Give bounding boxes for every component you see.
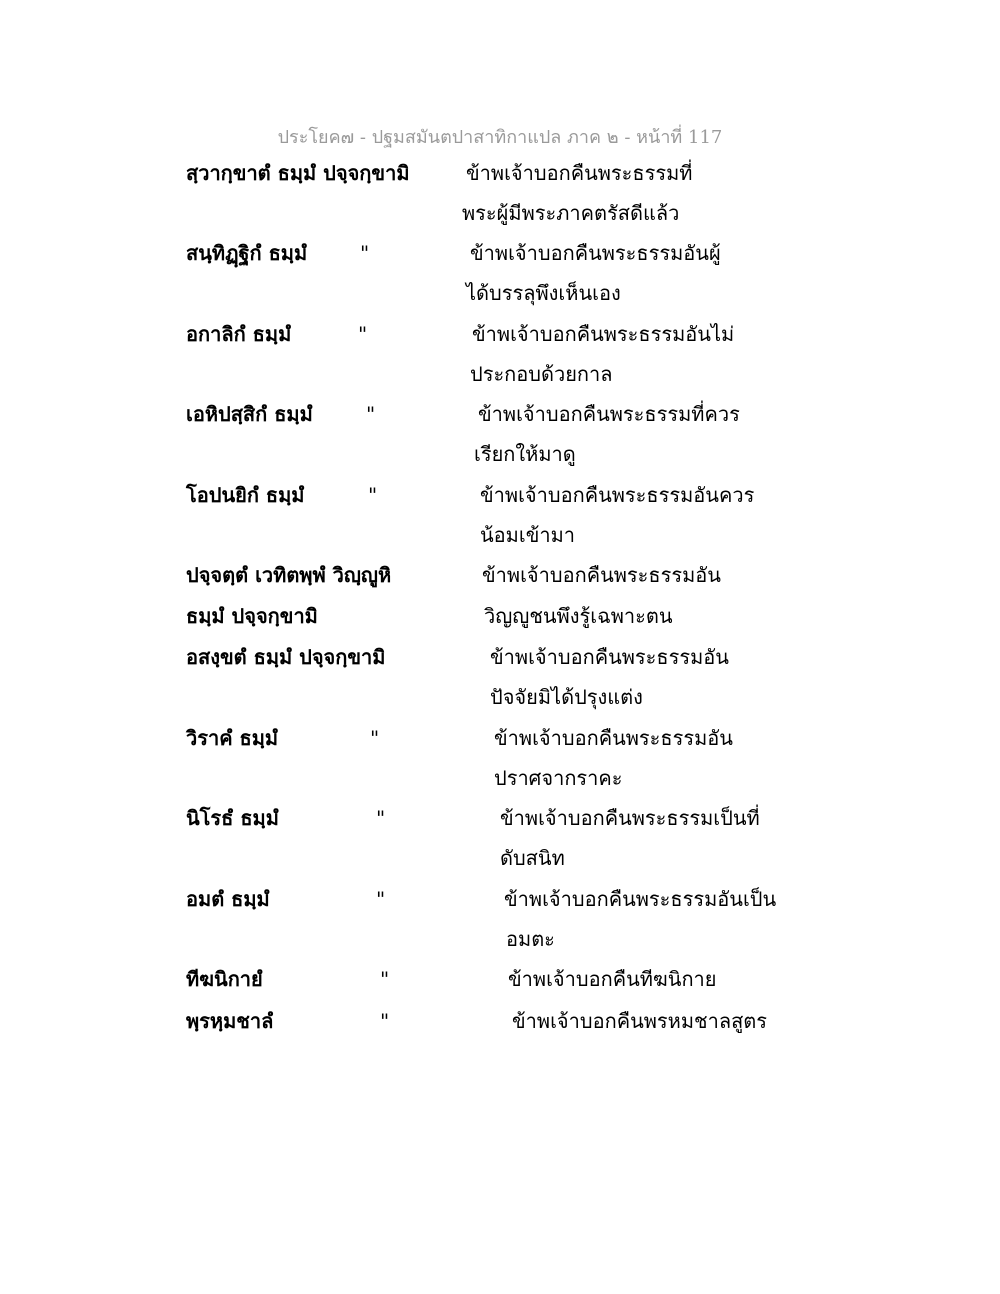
translation-line: อมตะ	[506, 927, 555, 951]
ditto-mark: "	[366, 402, 376, 426]
translation-line: วิญญูชนพึงรู้เฉพาะตน	[484, 604, 673, 628]
page-header: ประโยค๗ - ปฐมสมันตปาสาทิกาแปล ภาค ๒ - หน้าที่ 117	[277, 127, 723, 148]
pali-term: นิโรธํ ธมฺมํ	[186, 806, 279, 830]
ditto-mark: "	[358, 322, 368, 346]
translation-line: ข้าพเจ้าบอกคืนพระธรรมอัน	[494, 726, 733, 750]
translation-line: ข้าพเจ้าบอกคืนทีฆนิกาย	[508, 967, 717, 991]
translation-line: ข้าพเจ้าบอกคืนพระธรรมอันไม่	[472, 322, 735, 346]
translation-line: ปัจจัยมิได้ปรุงแต่ง	[490, 685, 643, 709]
pali-term-continued: ธมฺมํ ปจฺจกฺขามิ	[186, 604, 318, 628]
ditto-mark: "	[360, 241, 370, 265]
ditto-mark: "	[380, 967, 390, 991]
pali-term: อสงฺขตํ ธมฺมํ ปจฺจกฺขามิ	[186, 645, 386, 669]
translation-line: ข้าพเจ้าบอกคืนพระธรรมอันเป็น	[504, 887, 777, 911]
translation-line: ข้าพเจ้าบอกคืนพรหมชาลสูตร	[512, 1009, 768, 1033]
pali-term: สฺวากฺขาตํ ธมฺมํ ปจฺจกฺขามิ	[186, 161, 410, 185]
pali-term: พฺรหฺมชาลํ	[186, 1009, 274, 1033]
translation-line: ข้าพเจ้าบอกคืนพระธรรมที่ควร	[478, 402, 740, 426]
translation-line: ข้าพเจ้าบอกคืนพระธรรมอันควร	[480, 483, 755, 507]
translation-line: ข้าพเจ้าบอกคืนพระธรรมอันผู้	[470, 241, 721, 265]
translation-line: ปราศจากราคะ	[494, 766, 623, 790]
translation-line: ข้าพเจ้าบอกคืนพระธรรมเป็นที่	[500, 806, 760, 830]
pali-term: โอปนยิกํ ธมฺมํ	[186, 483, 305, 507]
translation-line: น้อมเข้ามา	[480, 523, 576, 547]
pali-term: ทีฆนิกายํ	[186, 967, 263, 991]
translation-line: ข้าพเจ้าบอกคืนพระธรรมอัน	[490, 645, 729, 669]
pali-term: สนฺทิฏฺฐิกํ ธมฺมํ	[186, 241, 308, 265]
ditto-mark: "	[368, 483, 378, 507]
translation-line: ได้บรรลุพึงเห็นเอง	[466, 281, 621, 305]
pali-term: วิราคํ ธมฺมํ	[186, 726, 279, 750]
pali-term: ปจฺจตฺตํ เวทิตพฺพํ วิญฺญูหิ	[186, 563, 392, 587]
ditto-mark: "	[376, 806, 386, 830]
ditto-mark: "	[370, 726, 380, 750]
translation-line: ข้าพเจ้าบอกคืนพระธรรมอัน	[482, 563, 721, 587]
translation-line: ดับสนิท	[500, 846, 565, 870]
translation-line: พระผู้มีพระภาคตรัสดีแล้ว	[462, 201, 680, 225]
translation-line: เรียกให้มาดู	[474, 442, 576, 466]
pali-term: อมตํ ธมฺมํ	[186, 887, 270, 911]
ditto-mark: "	[380, 1009, 390, 1033]
translation-line: ประกอบด้วยกาล	[470, 362, 613, 386]
ditto-mark: "	[376, 887, 386, 911]
pali-term: เอหิปสฺสิกํ ธมฺมํ	[186, 402, 313, 426]
pali-term: อกาลิกํ ธมฺมํ	[186, 322, 292, 346]
translation-line: ข้าพเจ้าบอกคืนพระธรรมที่	[466, 161, 693, 185]
